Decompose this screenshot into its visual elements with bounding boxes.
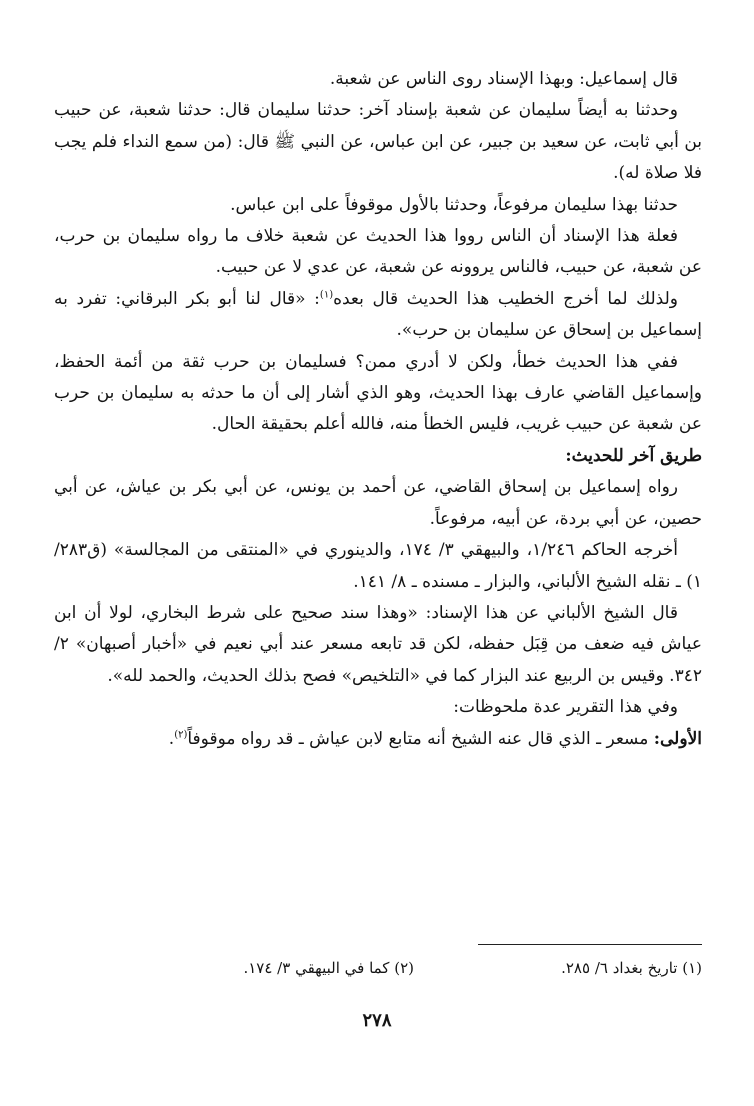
paragraph-1: قال إسماعيل: وبهذا الإسناد روى الناس عن شعبة.	[329, 69, 678, 89]
paragraph-11-text: مسعر ـ الذي قال عنه الشيخ أنه متابع لابن عياش ـ قد رواه موقوفاً	[187, 728, 654, 749]
section-heading: طريق آخر للحديث:	[565, 445, 702, 466]
paragraph-5	[54, 284, 702, 347]
paragraph-11-end: .	[168, 728, 175, 749]
footnote-2: (٢) كما في البيهقي ٣/ ١٧٤.	[243, 959, 414, 977]
paragraph-5-text-end: : «قال لنا أبو بكر البرقاني: تفرد به إسماعيل بن إسحاق عن سليمان بن حرب».	[54, 288, 702, 341]
footnote-divider	[478, 944, 702, 945]
paragraph-8: أخرجه الحاكم ١/٢٤٦، والبيهقي ٣/ ١٧٤، والدينوري في «المنتقى من المجالسة» (ق٢٨٣/ ١) ـ نقله الشيخ الألباني، والبزار ـ مسنده ـ ٨/ ١٤١.	[54, 540, 702, 592]
footnotes	[54, 956, 702, 982]
paragraph-6: ففي هذا الحديث خطأ، ولكن لا أدري ممن؟ فسليمان بن حرب ثقة من أئمة الحفظ، وإسماعيل القاضي عارف بهذا الحديث، وهو الذي أشار إلى أن ما حدثه به سليمان بن حرب عن شعبة عن حبيب غريب، فليس الخطأ منه، فالله أعلم بحقيقة الحال.	[54, 351, 702, 435]
paragraph-2: وحدثنا به أيضاً سليمان عن شعبة بإسناد آخر: حدثنا سليمان قال: حدثنا شعبة، عن حبيب بن أبي ثابت، عن سعيد بن جبير، عن ابن عباس، عن النبي ﷺ قال: (من سمع النداء فلم يجب فلا صلاة له).	[54, 100, 702, 184]
paragraph-5-text-start: ولذلك لما أخرج الخطيب هذا الحديث قال بعده	[333, 288, 678, 309]
paragraph-11-lead: الأولى:	[653, 728, 702, 749]
paragraph-9: قال الشيخ الألباني عن هذا الإسناد: «وهذا سند صحيح على شرط البخاري، لولا أن ابن عياش فيه ضعف من قِبَل حفظه، لكن قد تابعه مسعر عند أبي نعيم في «أخبار أصبهان» ٢/ ٣٤٢. وقيس بن الربيع عند البزار كما في «التلخيص» فصح بذلك الحديث، والحمد لله».	[54, 602, 702, 686]
paragraph-10: وفي هذا التقرير عدة ملحوظات:	[453, 697, 678, 718]
footnote-1: (١) تاريخ بغداد ٦/ ٢٨٥.	[561, 959, 702, 977]
footnote-ref-1: (١)	[319, 289, 334, 301]
main-text	[54, 64, 702, 755]
footnote-ref-2: (٢)	[174, 728, 188, 740]
page-number: ٢٧٨	[362, 1010, 392, 1031]
paragraph-3: حدثنا بهذا سليمان مرفوعاً، وحدثنا بالأول موقوفاً على ابن عباس.	[230, 194, 678, 215]
paragraph-7: رواه إسماعيل بن إسحاق القاضي، عن أحمد بن يونس، عن أبي بكر بن عياش، عن أبي حصين، عن أبي بردة، عن أبيه، مرفوعاً.	[54, 477, 702, 529]
paragraph-4: فعلة هذا الإسناد أن الناس رووا هذا الحديث عن شعبة خلاف ما رواه سليمان بن حرب، عن شعبة، عن حبيب، فالناس يروونه عن شعبة، عن عدي لا عن حبيب.	[54, 226, 702, 278]
paragraph-11	[54, 724, 702, 755]
